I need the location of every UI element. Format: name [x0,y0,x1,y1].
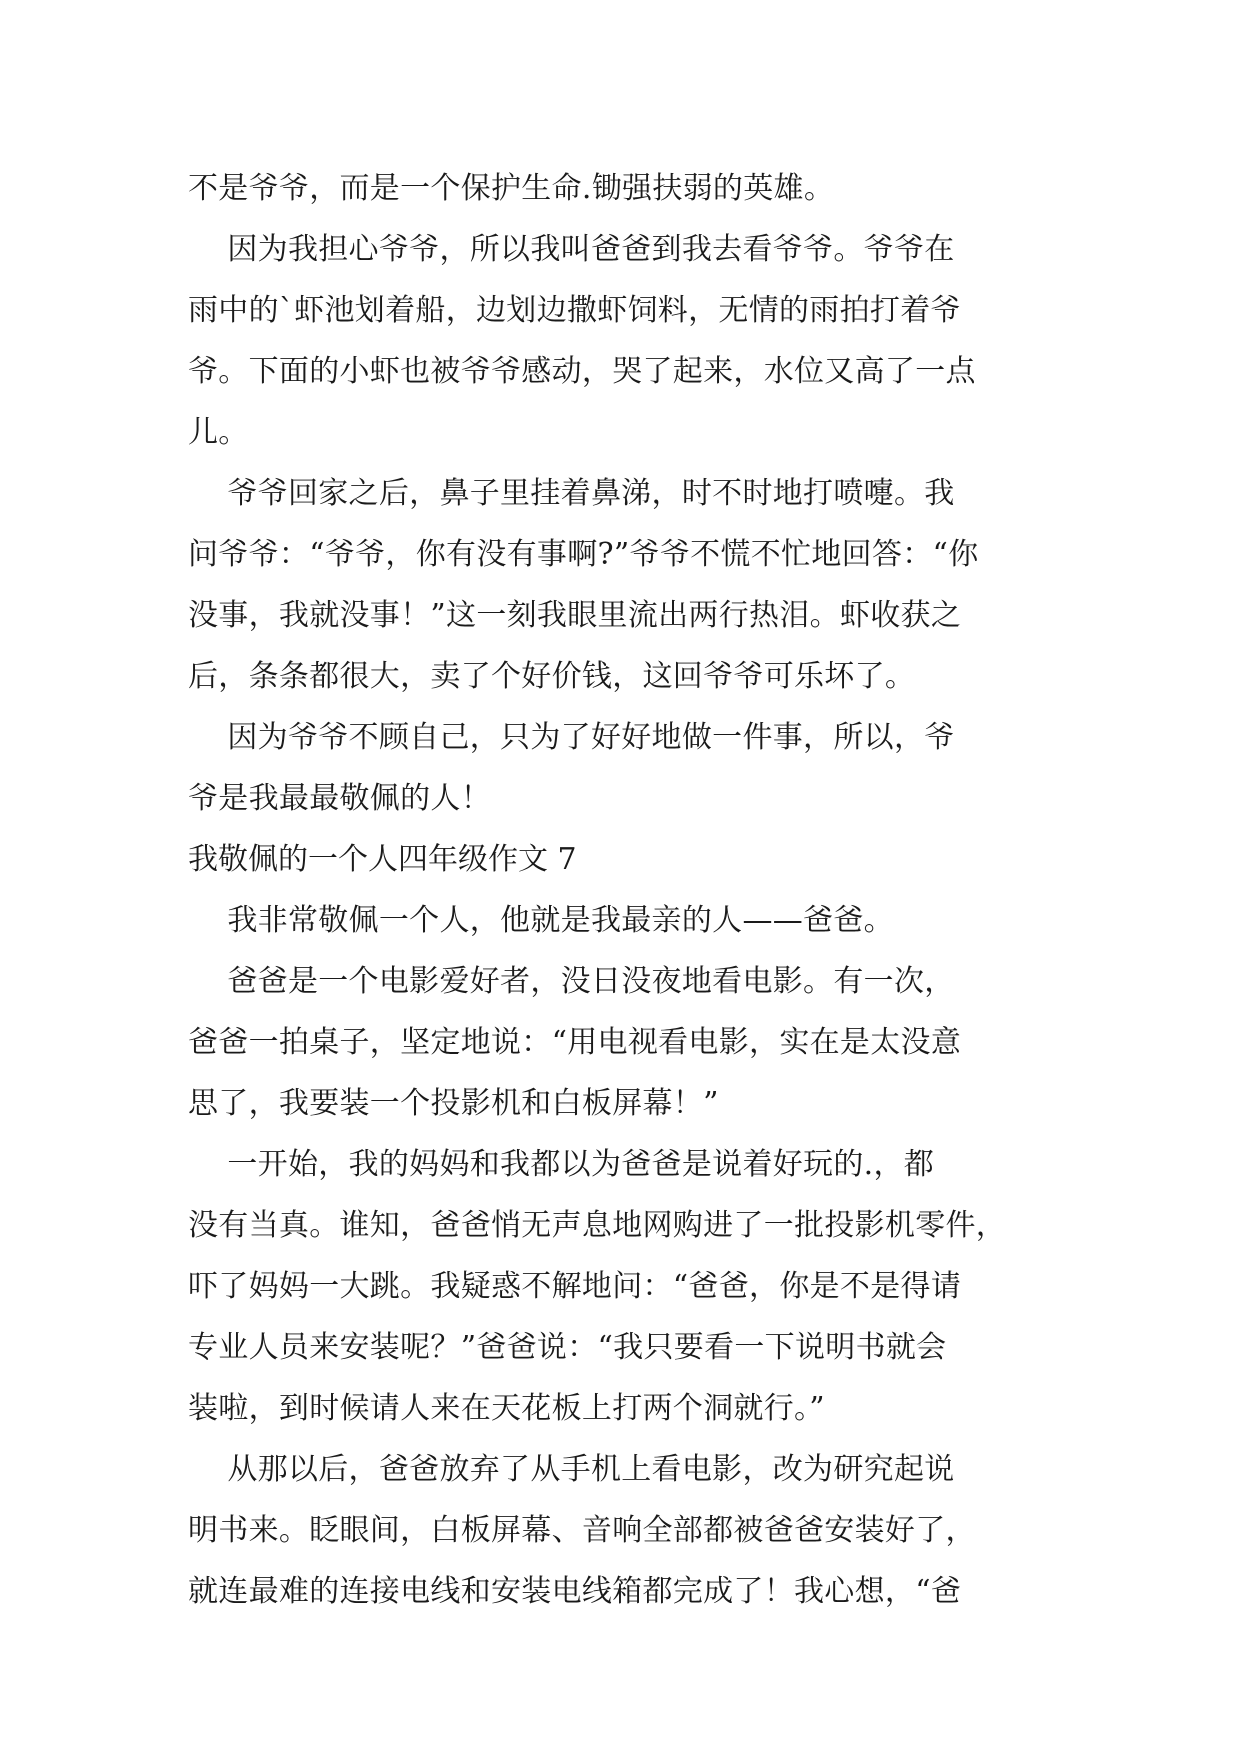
text-line: 明书来。眨眼间，白板屏幕、音响全部都被爸爸安装好了， [188,1513,976,1548]
text-line: 爸爸一拍桌子，坚定地说：“用电视看电影，实在是太没意 [188,1025,962,1060]
text-line: 吓了妈妈一大跳。我疑惑不解地问：“爸爸，你是不是得请 [188,1269,962,1304]
text-line: 雨中的`虾池划着船，边划边撒虾饲料，无情的雨拍打着爷 [188,293,961,328]
text-line: 一开始，我的妈妈和我都以为爸爸是说着好玩的.，都 [188,1147,935,1182]
text-line: 就连最难的连接电线和安装电线箱都完成了！我心想，“爸 [188,1574,962,1609]
text-line: 爷是我最最敬佩的人！ [188,781,491,816]
text-line: 后，条条都很大，卖了个好价钱，这回爷爷可乐坏了。 [188,659,916,694]
text-line: 没有当真。谁知，爸爸悄无声息地网购进了一批投影机零件， [188,1208,1007,1243]
text-line: 爷。下面的小虾也被爷爷感动，哭了起来，水位又高了一点 [188,354,976,389]
text-line: 问爷爷：“爷爷，你有没有事啊?”爷爷不慌不忙地回答：“你 [188,537,979,572]
text-line: 不是爷爷，而是一个保护生命.锄强扶弱的英雄。 [188,171,835,206]
text-line: 装啦，到时候请人来在天花板上打两个洞就行。” [188,1391,825,1426]
text-line: 因为我担心爷爷，所以我叫爸爸到我去看爷爷。爷爷在 [188,232,955,267]
text-line: 思了，我要装一个投影机和白板屏幕！” [188,1086,719,1121]
text-line: 爷爷回家之后，鼻子里挂着鼻涕，时不时地打喷嚏。我 [188,476,955,511]
section-heading: 我敬佩的一个人四年级作文 7 [188,842,577,877]
text-line: 我非常敬佩一个人，他就是我最亲的人——爸爸。 [188,903,894,938]
essay-text [188,158,1068,1622]
text-line: 没事，我就没事！”这一刻我眼里流出两行热泪。虾收获之 [188,598,962,633]
text-line: 儿。 [188,415,249,450]
text-line: 因为爷爷不顾自己，只为了好好地做一件事，所以，爷 [188,720,955,755]
text-line: 从那以后，爸爸放弃了从手机上看电影，改为研究起说 [188,1452,955,1487]
text-line: 专业人员来安装呢？”爸爸说：“我只要看一下说明书就会 [188,1330,947,1365]
text-line: 爸爸是一个电影爱好者，没日没夜地看电影。有一次， [188,964,955,999]
